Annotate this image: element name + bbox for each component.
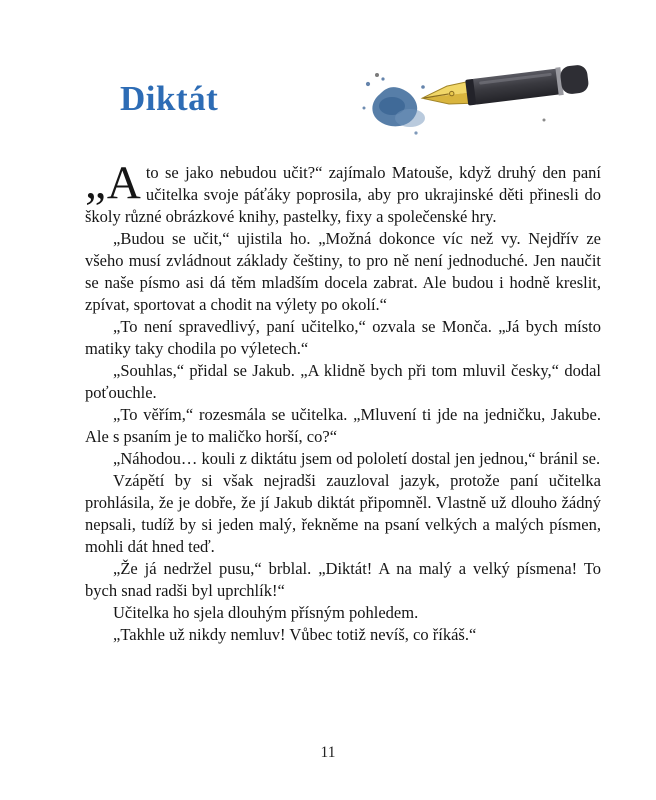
paragraph: „Takhle už nikdy nemluv! Vůbec totiž nevíš, co říkáš.“ bbox=[113, 625, 477, 644]
fountain-pen-illustration bbox=[352, 42, 617, 160]
paragraph: „To není spravedlivý, paní učitelko,“ ozvala se Monča. „Já bych místo matiky taky chodila po výletech.“ bbox=[85, 317, 601, 358]
paragraph: „Náhodou… kouli z diktátu jsem od pololetí dostal jen jednou,“ bránil se. bbox=[113, 449, 601, 468]
paragraph-first bbox=[85, 157, 601, 228]
body-text bbox=[85, 157, 601, 646]
ink-blot-icon bbox=[363, 73, 426, 135]
pen-icon bbox=[420, 64, 589, 112]
chapter-title: Diktát bbox=[120, 79, 219, 119]
page-number: 11 bbox=[320, 744, 336, 761]
drop-cap bbox=[85, 157, 146, 209]
paragraph: „Že já nedržel pusu,“ brblal. „Diktát! A na malý a velký písmena! To bych snad radši byl uprchlík!“ bbox=[85, 559, 601, 600]
fountain-pen-icon bbox=[352, 42, 617, 160]
paragraph: „Souhlas,“ přidal se Jakub. „A klidně bych při tom mluvil česky,“ dodal poťouchle. bbox=[85, 361, 601, 402]
paragraph-text: to se jako nebudou učit?“ zajímalo Matouše, když druhý den paní učitelka svoje páťáky poprosila, aby pro ukrajinské děti přinesli do školy různé obrázkové knihy, pastelky, fixy a společenské hry. bbox=[85, 163, 601, 226]
ink-speck-icon bbox=[543, 119, 546, 122]
paragraph: „Budou se učit,“ ujistila ho. „Možná dokonce víc než vy. Nejdřív ze všeho musí zvládnout základy češtiny, to pro ně není jednoduché. Jen naučit se naše písmo asi dá těm mladším docela zabrat. Ale budou i hodně kreslit, zpívat, sportovat a chodit na výlety po okolí.“ bbox=[85, 229, 601, 314]
drop-cap-quote: „ bbox=[85, 157, 107, 209]
paragraph: „To věřím,“ rozesmála se učitelka. „Mluvení ti jde na jedničku, Jakube. Ale s psaním je to maličko horší, co?“ bbox=[85, 405, 601, 446]
paragraph: Učitelka ho sjela dlouhým přísným pohledem. bbox=[113, 603, 419, 622]
paragraph: Vzápětí by si však nejradši zauzloval jazyk, protože paní učitelka prohlásila, že je dobře, že jí Jakub diktát připomněl. Vlastně už dlouho žádný nepsali, tudíž by si jeden malý, řekněme na psaní velkých a malých písmen, mohli dát hned teď. bbox=[85, 471, 601, 556]
drop-cap-letter: A bbox=[106, 157, 141, 209]
